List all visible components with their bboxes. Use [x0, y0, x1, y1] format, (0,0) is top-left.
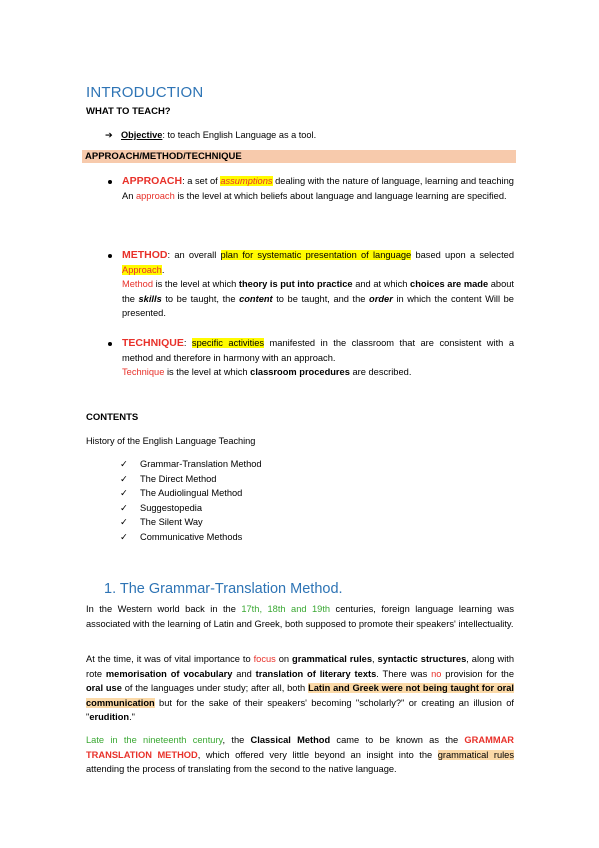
specific-activities-highlight: specific activities — [191, 338, 265, 348]
list-item: ✓ Communicative Methods — [120, 530, 262, 545]
assumptions-highlight: assumptions — [220, 176, 273, 186]
contents-heading: CONTENTS — [86, 412, 139, 423]
check-icon: ✓ — [120, 473, 128, 484]
history-line: History of the English Language Teaching — [86, 436, 256, 446]
technique-term: TECHNIQUE — [122, 337, 184, 349]
technique-paragraph: TECHNIQUE: specific activities manifested in the classroom that are consistent with a method and therefore in harmony with an approach. Technique is the level at which classroom procedures are described. — [122, 337, 514, 378]
list-item: ✓ Suggestopedia — [120, 501, 262, 516]
latin-greek-highlight: Latin and Greek were not being taught for oral communication — [86, 683, 515, 708]
bullet-icon — [108, 342, 112, 346]
approach-term: APPROACH — [122, 175, 183, 187]
objective-line — [105, 128, 316, 143]
check-icon: ✓ — [120, 488, 128, 499]
arrow-icon: ➔ — [105, 130, 113, 140]
contents-checklist — [120, 457, 262, 545]
what-to-teach-heading: WHAT TO TEACH? — [86, 106, 171, 117]
approach-method-technique-band — [82, 150, 516, 163]
objective-label: Objective — [121, 130, 163, 140]
approach-paragraph: APPROACH: a set of assumptions dealing with the nature of language, learning and teaching An approach is the level at which beliefs about language and language learning are specified. — [122, 175, 514, 201]
check-icon: ✓ — [120, 459, 128, 469]
band-title: APPROACH/METHOD/TECHNIQUE — [85, 151, 242, 162]
bullet-icon — [108, 254, 112, 258]
list-item: ✓ The Audiolingual Method — [120, 486, 262, 501]
bullet-icon — [108, 180, 112, 184]
plan-highlight: plan for systematic presentation of language — [220, 250, 412, 260]
section-title: 1. The Grammar-Translation Method. — [104, 581, 343, 597]
section-paragraph-1: In the Western world back in the 17th, 18th and 19th centuries, foreign language learning was associated with the learning of Latin and Greek, both supposed to promote their speakers' intellectuality. — [86, 604, 514, 629]
section-paragraph-2: At the time, it was of vital importance to focus on grammatical rules, syntactic structures, along with rote memorisation of vocabulary and translation of literary texts. There was no provision for the oral use of the languages under study; after all, both Latin and Greek were not being taught for oral communication but for the sake of their speakers' becoming "scholarly?" or creating an illusion of "erudition." — [86, 654, 515, 723]
objective-text: : to teach English Language as a tool. — [162, 130, 317, 140]
check-icon: ✓ — [120, 531, 128, 542]
list-item: ✓ The Silent Way — [120, 515, 262, 530]
check-icon: ✓ — [120, 517, 128, 528]
intro-title: INTRODUCTION — [86, 84, 204, 101]
check-icon: ✓ — [120, 502, 128, 513]
grammatical-rules-highlight: grammatical rules — [437, 749, 514, 760]
section-paragraph-3: Late in the nineteenth century, the Classical Method came to be known as the GRAMMAR TRANSLATION METHOD, which offered very little beyond an insight into the grammatical rules attending the process of translating from the second to the native language. — [86, 735, 514, 775]
list-item: ✓ Grammar-Translation Method — [120, 457, 262, 472]
method-term: METHOD — [122, 249, 168, 261]
method-paragraph: METHOD: an overall plan for systematic presentation of language based upon a selected Approach. Method is the level at which theory is put into practice and at which choices are made about the skills to be taught, the content to be taught, and the order in which the content Will be presented. — [122, 249, 514, 319]
approach-highlight: Approach — [122, 264, 162, 275]
list-item: ✓ The Direct Method — [120, 472, 262, 487]
